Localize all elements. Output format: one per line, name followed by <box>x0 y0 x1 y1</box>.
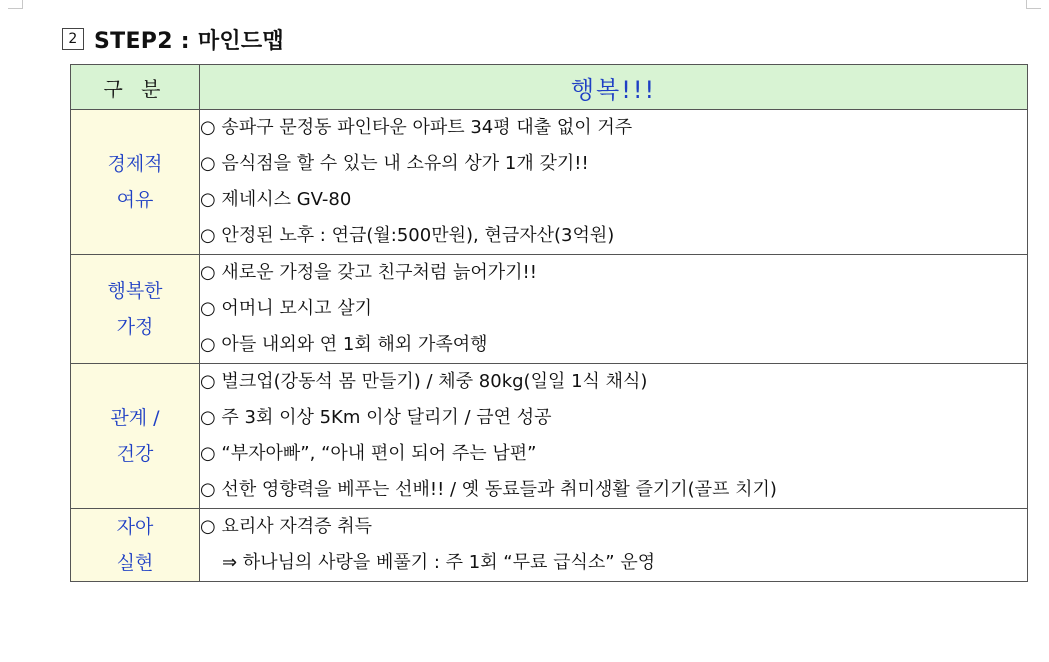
table-row-relations-health <box>71 364 1028 509</box>
category-line: 여유 <box>116 189 154 211</box>
table-row-self-realization <box>71 509 1028 582</box>
list-item: ○ 요리사 자격증 취득 <box>200 516 372 537</box>
list-item: ○ 벌크업(강동석 몸 만들기) / 체중 80kg(일일 1식 채식) <box>200 371 648 392</box>
table-header-row <box>71 65 1028 110</box>
category-cell <box>71 364 200 509</box>
list-item: ○ 송파구 문정동 파인타운 아파트 34평 대출 없이 거주 <box>200 117 633 138</box>
list-item: ○ 안정된 노후 : 연금(월:500만원), 현금자산(3억원) <box>200 225 615 246</box>
heading-box-icon: 2 <box>62 28 84 50</box>
list-item: ○ 제네시스 GV-80 <box>200 189 352 210</box>
category-line: 자아 <box>116 516 154 538</box>
header-category: 구 분 <box>71 65 200 110</box>
items-cell <box>200 110 1028 255</box>
list-item: ○ 선한 영향력을 베푸는 선배!! / 옛 동료들과 취미생활 즐기기(골프 치기) <box>200 479 777 500</box>
category-cell <box>71 255 200 364</box>
list-item: ○ 음식점을 할 수 있는 내 소유의 상가 1개 갖기!! <box>200 153 589 174</box>
category-cell <box>71 509 200 582</box>
category-line: 경제적 <box>107 153 163 175</box>
items-cell <box>200 255 1028 364</box>
heading-text: STEP2 : 마인드맵 <box>94 28 285 54</box>
page-corner-mark-right <box>1026 0 1041 9</box>
table-row-economic <box>71 110 1028 255</box>
list-item: ○ 어머니 모시고 살기 <box>200 298 372 319</box>
category-line: 행복한 <box>107 280 163 302</box>
items-cell <box>200 509 1028 582</box>
list-item: ○ 새로운 가정을 갖고 친구처럼 늙어가기!! <box>200 262 537 283</box>
table-row-family <box>71 255 1028 364</box>
section-heading <box>62 22 284 56</box>
list-sub-item: ⇒ 하나님의 사랑을 베풀기 : 주 1회 “무료 급식소” 운영 <box>222 552 656 573</box>
header-title: 행복!!! <box>200 65 1028 110</box>
category-cell <box>71 110 200 255</box>
list-item: ○ 아들 내외와 연 1회 해외 가족여행 <box>200 334 488 355</box>
page-corner-mark-left <box>8 0 23 9</box>
category-line: 실현 <box>116 552 154 574</box>
items-cell <box>200 364 1028 509</box>
list-item: ○ “부자아빠”, “아내 편이 되어 주는 남편” <box>200 443 537 464</box>
category-line: 건강 <box>116 443 154 465</box>
category-line: 가정 <box>116 316 154 338</box>
list-item: ○ 주 3회 이상 5Km 이상 달리기 / 금연 성공 <box>200 407 552 428</box>
mindmap-table <box>70 64 1028 582</box>
category-line: 관계 / <box>110 407 160 429</box>
